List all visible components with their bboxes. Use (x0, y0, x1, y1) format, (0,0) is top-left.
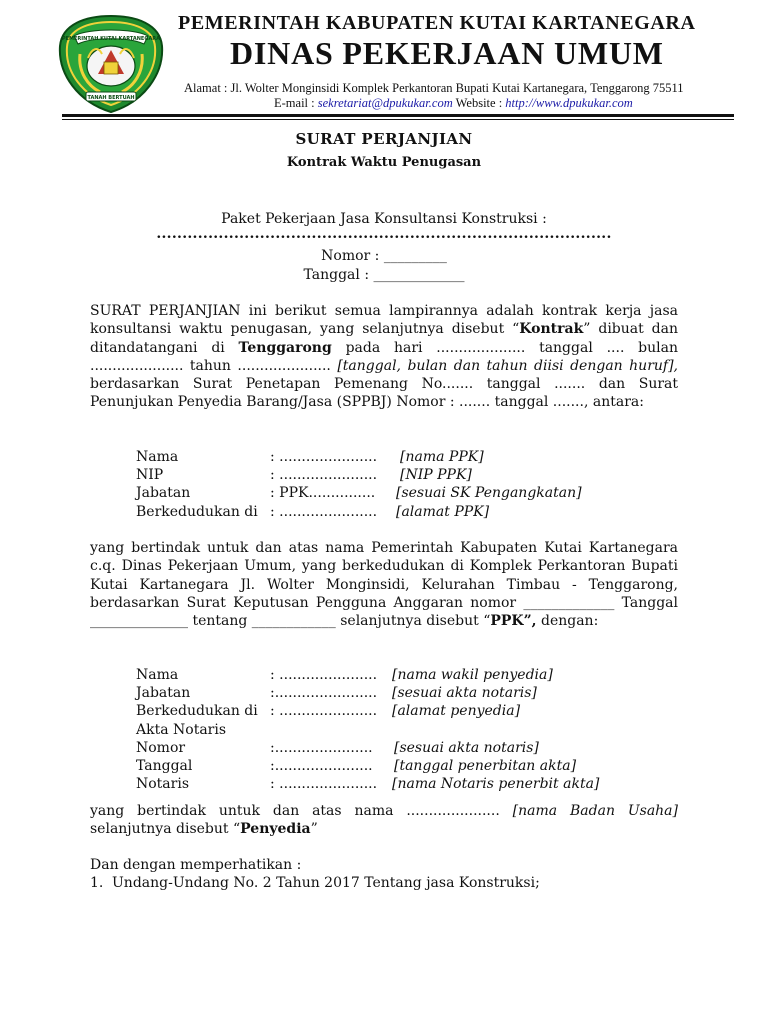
p3-text-3: ” (310, 821, 318, 838)
nomor-line: Nomor : _________ (321, 248, 447, 264)
penyedia-paragraph (90, 802, 678, 839)
field-note: [tanggal penerbitan akta] (394, 757, 577, 774)
field-value: : ...................... (270, 467, 378, 484)
p1-text-3: pada hari .................... tanggal .... bulan ..................... tahun ..................... (90, 339, 678, 374)
field-note: [NIP PPK] (400, 467, 472, 484)
p1-text-4: berdasarkan Surat Penetapan Pemenang No....... tanggal ....... dan Surat Penunjukan Penyedia Barang/Jasa (SPPBJ) Nomor : ....... tanggal ......., antara: (90, 376, 678, 411)
tanggal-line: Tanggal : _____________ (303, 267, 465, 283)
field-note: [alamat penyedia] (392, 703, 521, 720)
list-text: Undang-Undang No. 2 Tahun 2017 Tentang jasa Konstruksi; (112, 875, 540, 891)
logo-motto: TANAH BERTUAH (87, 95, 135, 101)
letterhead (58, 10, 736, 118)
website-link[interactable]: http://www.dpukukar.com (505, 96, 633, 110)
p1-text-1: SURAT PERJANJIAN ini berikut semua lampirannya adalah kontrak kerja jasa konsultansi waktu penugasan, yang selanjutnya disebut “ (90, 303, 678, 338)
logo-top-text: PEMERINTAH KUTAI KARTANEGARA (61, 36, 161, 42)
field-note: [sesuai akta notaris] (392, 685, 537, 702)
field-label: Notaris (136, 776, 190, 793)
field-label: Tanggal (136, 757, 193, 774)
p2-text-1: yang bertindak untuk dan atas nama Pemerintah Kabupaten Kutai Kartanegara c.q. Dinas Pekerjaan Umum, yang berkedudukan di Komplek Perkantoran Bupati Kutai Kartanegara Jl. Wolter Monginsidi, Kelurahan Timbau - Tenggarong, berdasarkan Surat Keputusan Pengguna Anggaran nomor _____________ Tanggal ______________ tentang ____________ selanjutnya disebut “ (90, 540, 678, 630)
p1-bold-kontrak: Kontrak (519, 321, 584, 338)
p3-bold-penyedia: Penyedia (240, 821, 311, 838)
field-value: : ...................... (270, 703, 378, 720)
p2-text-2: dengan: (536, 613, 599, 630)
field-label: Jabatan (136, 685, 191, 702)
email-label: E-mail : (274, 96, 318, 110)
field-note: [sesuai akta notaris] (394, 739, 539, 756)
field-label: Berkedudukan di (136, 703, 258, 720)
field-value: : ...................... (270, 776, 378, 793)
field-label: NIP (136, 467, 164, 484)
website-label: Website : (452, 96, 506, 110)
letterhead-text (178, 10, 738, 111)
field-value: : ...................... (270, 667, 378, 683)
department-name: DINAS PEKERJAAN UMUM (230, 35, 664, 71)
field-value: : ...................... (270, 449, 378, 465)
office-address: Alamat : Jl. Wolter Monginsidi Komplek Perkantoran Bupati Kutai Kartanegara, Tenggarong 75511 (184, 81, 684, 95)
letterhead-rule-thin (62, 119, 734, 120)
p3-text-2: selanjutnya disebut “ (90, 821, 241, 838)
p1-text-2: ” dibuat dan ditandatangani di (90, 321, 678, 356)
field-label: Nama (136, 667, 179, 683)
field-note: [sesuai SK Pengangkatan] (396, 485, 582, 502)
opening-paragraph (90, 302, 678, 412)
list-number: 1. (90, 875, 104, 891)
list-item (90, 874, 540, 892)
document-subtitle: Kontrak Waktu Penugasan (286, 155, 482, 170)
paket-dots: ........................................................................................ (156, 226, 612, 242)
field-value: :...................... (270, 757, 373, 774)
p1-bold-tenggarong: Tenggarong (238, 339, 332, 356)
government-name: PEMERINTAH KABUPATEN KUTAI KARTANEGARA (178, 12, 696, 34)
ppk-paragraph (90, 539, 678, 630)
field-note: [nama Notaris penerbit akta] (392, 776, 600, 793)
p3-text-1: yang bertindak untuk dan atas nama ..................... (90, 803, 513, 819)
p1-italic-note: [tanggal, bulan dan tahun diisi dengan huruf], (337, 357, 678, 374)
document-title: SURAT PERJANJIAN (295, 130, 473, 148)
considerations-intro: Dan dengan memperhatikan : (90, 857, 302, 873)
field-label: Nama (136, 449, 179, 465)
field-note: [nama wakil penyedia] (392, 667, 553, 683)
letterhead-rule-thick (62, 114, 734, 117)
field-value: :...................... (270, 739, 373, 756)
considerations-list (90, 874, 540, 892)
field-label: Nomor (136, 739, 186, 756)
field-note: [alamat PPK] (396, 503, 490, 520)
contact-line (274, 96, 738, 111)
field-value: :....................... (270, 685, 378, 702)
field-label: Jabatan (136, 485, 191, 502)
kutai-kartanegara-emblem-icon (58, 14, 164, 114)
field-label: Akta Notaris (136, 721, 227, 738)
field-note: [nama PPK] (400, 449, 484, 465)
field-label: Berkedudukan di (136, 503, 258, 520)
field-value: : PPK............... (270, 485, 376, 502)
p3-italic-note: [nama Badan Usaha] (512, 803, 678, 819)
field-value: : ...................... (270, 503, 378, 520)
paket-label: Paket Pekerjaan Jasa Konsultansi Konstruksi : (221, 211, 547, 227)
email-link[interactable]: sekretariat@dpukukar.com (317, 96, 453, 110)
p2-bold-ppk: PPK”, (490, 613, 537, 630)
